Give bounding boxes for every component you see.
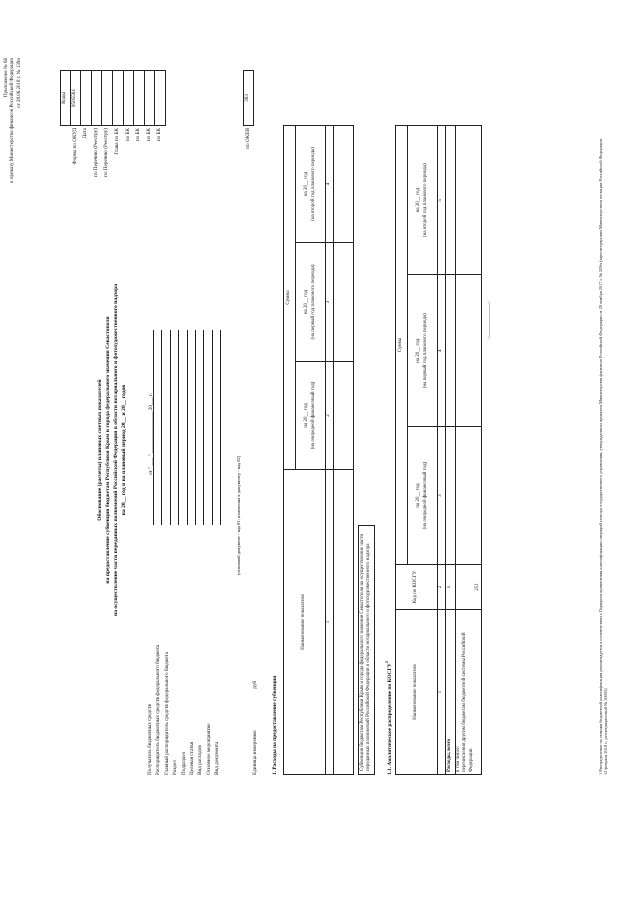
scan-mark	[486, 300, 490, 340]
code-row	[92, 70, 103, 280]
row-label-text: перечисления другим бюджетам бюджетной системы Российской Федерации	[462, 632, 474, 772]
field-label: Вид документа	[214, 741, 221, 775]
code-value[interactable]	[124, 70, 135, 126]
code-label: по БК	[124, 128, 131, 142]
section-title-text: 1.1. Аналитическое распределение по КОСГУ	[386, 663, 393, 775]
year-header	[296, 361, 326, 469]
code-value[interactable]	[134, 70, 145, 126]
row-label	[456, 610, 482, 775]
field-label: Основное мероприятие	[205, 723, 212, 775]
footnote: 1 Распределение по статьям бюджетной классификации рекомендуется в соответствии с Порядком применения классификации операций сектора государственного управления, утвержденным приказом Министерства финансов Российской Федерации от 29 ноября 2017 г. № 209н (зарегистрирован Министерством юстиции Российской Федерации 12 февраля 2018 г., регистрационный № 50003)	[598, 139, 609, 775]
code-label: Форма по ОКУД	[71, 128, 78, 165]
year-label: на 20__ год	[304, 289, 310, 315]
col-number: 1	[326, 470, 334, 775]
section-1-1-table	[395, 125, 482, 775]
appendix-note	[4, 58, 23, 183]
row-label-subhead: в том числе:	[456, 745, 461, 772]
year-label: на 20__ год	[304, 171, 310, 197]
title-line: на осуществление части переданных полномочий Российской Федерации в области нотариального и фотохудожественного надзора	[112, 283, 119, 617]
table-cell[interactable]	[456, 427, 482, 565]
col-number: 1	[438, 610, 446, 775]
table-cell[interactable]	[334, 126, 354, 243]
table-cell[interactable]	[334, 470, 354, 775]
year-header	[408, 427, 438, 565]
col-number: 4	[326, 126, 334, 243]
year-note: (на очередной финансовый год)	[422, 461, 428, 530]
footnote-ref: 1	[384, 660, 389, 664]
field-row	[196, 135, 204, 775]
subvention-name-box: Субвенция бюджетам Республики Крым и города федерального значения Севастополя на осуществление части переданных полномочий Российской Федерации в области нотариального и фотохудожественного надзора	[358, 525, 375, 775]
year-note: (на первый год планового периода)	[422, 313, 428, 389]
year-label: на 20__ год	[416, 188, 422, 213]
code-label: по БК	[135, 128, 142, 142]
code-label: по Перечню (Реестру)	[103, 128, 110, 177]
code-value[interactable]	[145, 70, 156, 126]
field-row	[205, 135, 213, 775]
title-line: на предоставление субвенции бюджетам Республики Крым и города федерального значения Севастополя	[104, 316, 111, 584]
code-label: по Перечню (Реестру)	[92, 128, 99, 177]
col-number: 4	[438, 275, 446, 427]
year-note: (на очередной финансовый год)	[310, 381, 316, 450]
sum-header: Сумма	[284, 126, 296, 470]
codes-header-row	[60, 70, 71, 280]
code-value[interactable]	[92, 70, 103, 126]
row-label: Расходы, всего	[446, 610, 456, 775]
code-label: по БК	[156, 128, 163, 142]
code-row	[134, 70, 145, 280]
table-cell[interactable]	[456, 275, 482, 427]
field-label: Подраздел	[180, 751, 187, 775]
document-title	[96, 215, 129, 685]
code-value[interactable]: 0505581	[71, 70, 82, 126]
col-number: 2	[326, 361, 334, 469]
code-value[interactable]	[155, 70, 166, 126]
table-cell[interactable]	[446, 275, 456, 427]
field-label: Получатель бюджетных средств	[147, 704, 153, 775]
field-row	[180, 135, 188, 775]
field-label: Главный распорядитель средств федерального бюджета	[163, 651, 170, 775]
table-cell[interactable]	[446, 126, 456, 275]
year-label: на 20__ год	[304, 403, 310, 428]
field-label: Целевая статья	[188, 741, 195, 775]
code-row	[124, 70, 135, 280]
title-line: на 20__ год и на плановый период 20__ и 20__ годов	[120, 384, 127, 516]
year-header	[296, 126, 326, 243]
code-row	[102, 70, 113, 280]
field-label: Распорядитель бюджетных средств федерального бюджета	[155, 644, 162, 775]
row-code: 251	[456, 565, 482, 610]
year-header	[296, 243, 326, 362]
year-header	[408, 275, 438, 427]
code-label: по БК	[145, 128, 152, 142]
table-cell[interactable]	[446, 427, 456, 565]
section-1-title: 1. Расходы на предоставление субвенции	[272, 675, 278, 775]
document-date: от " ___ " ________________ 20___ г.	[148, 393, 154, 475]
code-row	[81, 70, 92, 280]
code-label: Глава по БК	[113, 128, 120, 155]
code-value[interactable]	[81, 70, 92, 126]
sum-header: Сумма	[396, 126, 408, 565]
field-row	[213, 135, 221, 775]
section-1-table	[283, 125, 354, 775]
col-number: 5	[438, 126, 446, 275]
col-number: 3	[326, 243, 334, 362]
unit-value: руб	[252, 680, 258, 689]
codes-header: Коды	[60, 70, 71, 126]
doc-type-note: (основной документ - код 01; изменения к документу - код 02)	[236, 455, 241, 575]
field-row	[171, 135, 179, 775]
appendix-line: Приложение № 66	[4, 58, 9, 98]
requisites-fields	[146, 135, 222, 775]
code-value[interactable]	[113, 70, 124, 126]
okei-value: 383	[243, 70, 254, 126]
okei-label: по ОКЕИ	[245, 128, 251, 149]
unit-of-measure	[252, 681, 259, 775]
field-row	[163, 135, 171, 775]
year-note: (на второй год планового периода)	[310, 147, 316, 221]
year-label: на 20__ год	[416, 338, 422, 363]
field-row	[188, 135, 196, 775]
field-label: Вид расходов	[197, 745, 204, 775]
appendix-line: от 28.06.2018 г. № 139н	[16, 58, 22, 108]
col-number: 3	[438, 427, 446, 565]
field-label: Раздел	[172, 760, 179, 775]
section-1-1-title	[384, 661, 394, 775]
code-label: Дата	[82, 128, 89, 139]
field-row	[154, 135, 162, 775]
year-note: (на первый год планового периода)	[310, 264, 316, 340]
col-name-header: Наименование показателя	[284, 470, 326, 775]
year-note: (на второй год планового периода)	[422, 163, 428, 237]
year-label: на 20__ год	[416, 483, 422, 508]
field-row	[146, 135, 154, 775]
unit-label: Единица измерения:	[252, 729, 258, 775]
code-row	[113, 70, 124, 280]
col-number: 2	[438, 565, 446, 610]
title-line: Обоснование (расчеты) плановых сметных показателей	[97, 379, 103, 521]
col-name-header: Наименование показателя	[396, 610, 438, 775]
table-cell[interactable]	[334, 243, 354, 362]
code-value[interactable]	[102, 70, 113, 126]
col-code-header: Код по КОСГУ	[396, 565, 438, 610]
table-cell[interactable]	[456, 126, 482, 275]
field-line[interactable]	[220, 330, 221, 525]
year-header	[408, 126, 438, 275]
code-row	[71, 70, 82, 280]
table-cell[interactable]	[334, 361, 354, 469]
appendix-line: к приказу Министерства финансов Российской Федерации	[10, 58, 16, 183]
row-code: x	[446, 565, 456, 610]
